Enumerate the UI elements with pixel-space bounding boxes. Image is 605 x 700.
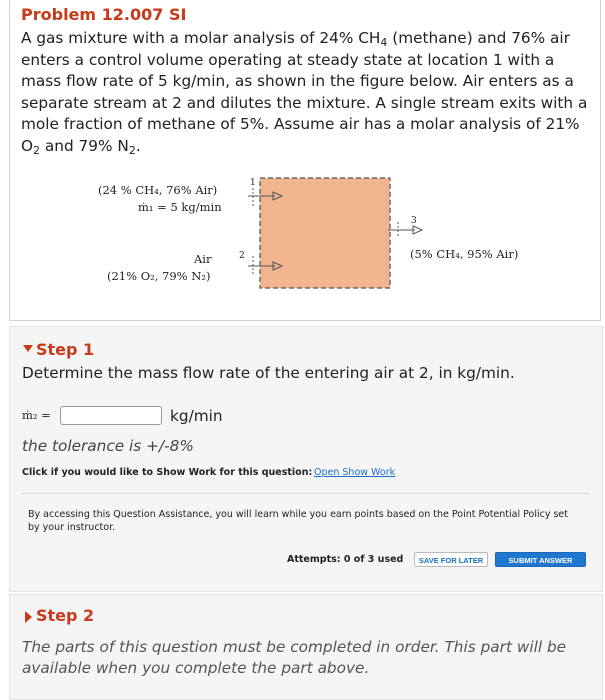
inlet2-label: Air xyxy=(194,252,212,266)
problem-panel xyxy=(9,0,601,321)
subscript: 2 xyxy=(33,143,41,157)
collapse-icon[interactable] xyxy=(25,611,32,623)
subscript: 4 xyxy=(380,36,388,49)
step1-header[interactable]: Step 1 xyxy=(36,340,95,359)
mass-flow-input[interactable] xyxy=(60,406,162,425)
inlet1-composition: (24 % CH₄, 76% Air) xyxy=(98,183,218,197)
inlet1-number: 1 xyxy=(250,178,256,188)
step2-panel xyxy=(9,594,603,700)
open-show-work-link[interactable]: Open Show Work xyxy=(314,467,396,478)
statement-text: O xyxy=(21,136,34,155)
attempts-counter: Attempts: 0 of 3 used xyxy=(287,554,404,565)
inlet1-flow-rate: ṁ₁ = 5 kg/min xyxy=(138,200,222,214)
problem-title: Problem 12.007 SI xyxy=(21,5,187,24)
inlet2-composition: (21% O₂, 79% N₂) xyxy=(107,269,211,283)
subscript: 2 xyxy=(128,143,136,157)
statement-text: enters a control volume operating at steady state at location 1 with a mass flow rate of 5 kg/min, as shown in the figure below. Air enters as a separate stream at 2 and dilutes the mixture. A single stream exits with a mole fraction of methane of 5%. Assume air has a molar analysis of 21% xyxy=(21,50,588,133)
tolerance-note: the tolerance is +/-8% xyxy=(22,437,194,455)
step2-locked-message: The parts of this question must be completed in order. This part will be available when you complete the part above. xyxy=(22,638,567,677)
step1-panel xyxy=(9,326,603,592)
step1-question: Determine the mass flow rate of the entering air at 2, in kg/min. xyxy=(22,364,515,382)
show-work-label: Click if you would like to Show Work for this question: xyxy=(22,467,313,478)
problem-statement xyxy=(21,28,596,157)
inlet2-number: 2 xyxy=(239,251,245,261)
step2-header[interactable]: Step 2 xyxy=(36,606,95,625)
units-label: kg/min xyxy=(170,407,223,425)
statement-text: (methane) and 76% air xyxy=(387,29,570,47)
statement-text: and 79% N xyxy=(40,136,129,155)
expand-icon[interactable] xyxy=(23,345,33,352)
divider xyxy=(22,493,590,494)
save-for-later-button[interactable]: SAVE FOR LATER xyxy=(414,552,488,567)
exit-number: 3 xyxy=(411,216,417,226)
submit-answer-button[interactable]: SUBMIT ANSWER xyxy=(495,552,586,567)
exit-composition: (5% CH₄, 95% Air) xyxy=(410,247,519,261)
statement-text: A gas mixture with a molar analysis of 24% CH xyxy=(21,29,381,47)
policy-note: By accessing this Question Assistance, you will learn while you earn points based on the Point Potential Policy set by your instructor. xyxy=(28,509,568,533)
control-volume-figure xyxy=(70,168,540,298)
statement-text: . xyxy=(135,136,141,155)
mass-flow-label: ṁ₂ = xyxy=(22,408,51,422)
